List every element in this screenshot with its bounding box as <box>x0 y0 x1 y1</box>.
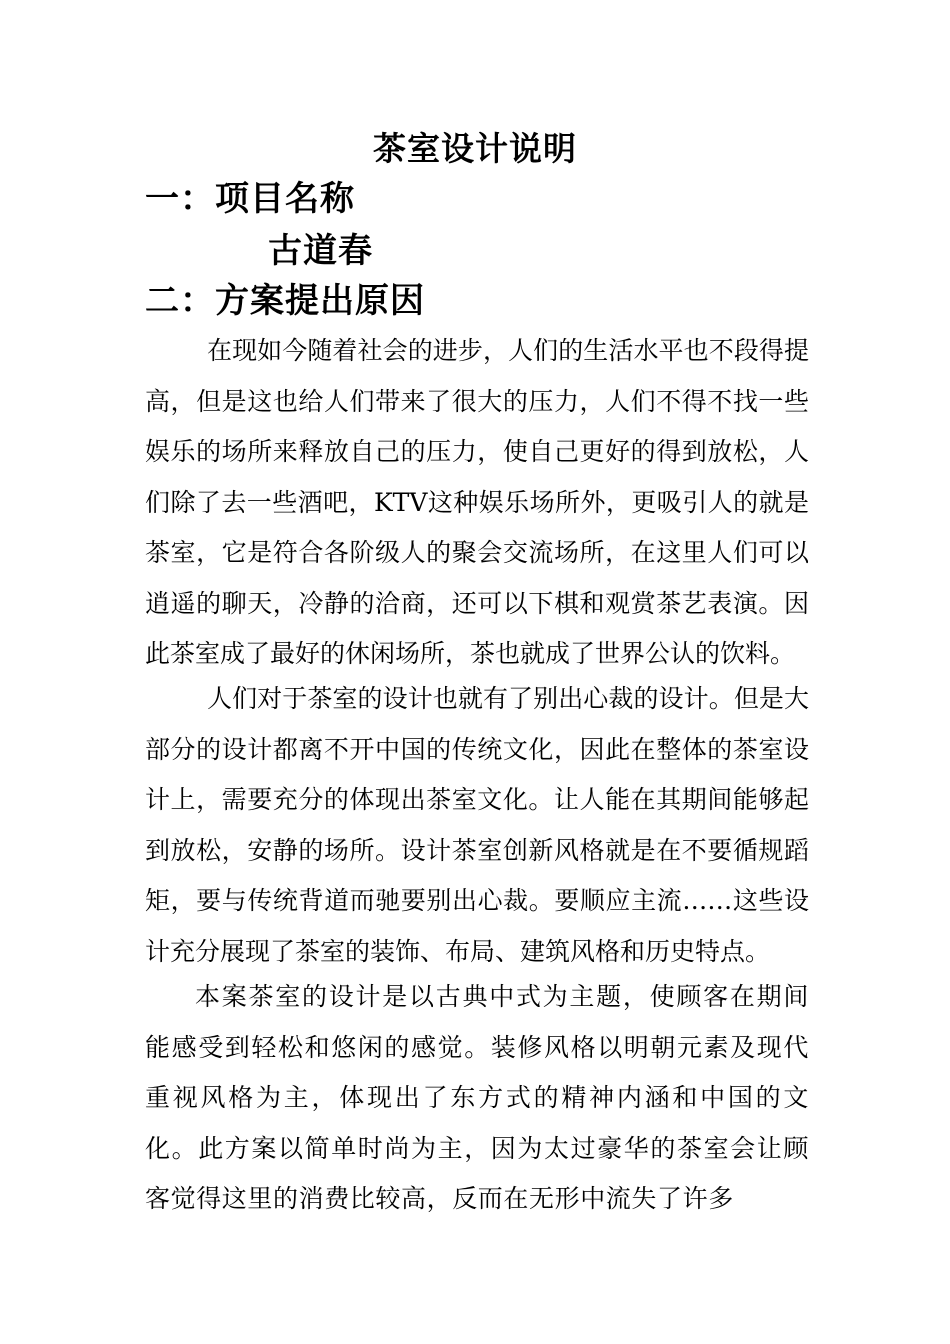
body-paragraph-2: 人们对于茶室的设计也就有了别出心裁的设计。但是大部分的设计都离不开中国的传统文化，因此在整体的茶室设计上，需要充分的体现出茶室文化。让人能在其期间能够起到放松，安静的场所。设计茶室创新风格就是在不要循规蹈矩，要与传统背道而驰要别出心裁。要顺应主流……这些设计充分展现了茶室的装饰、布局、建筑风格和历史特点。 <box>145 684 809 966</box>
document-title: 茶室设计说明 <box>373 129 577 168</box>
section-heading-proposal-reason: 二：方案提出原因 <box>145 281 425 321</box>
project-name: 古道春 <box>268 231 373 271</box>
body-paragraph-1: 在现如今随着社会的进步，人们的生活水平也不段得提高，但是这也给人们带来了很大的压力，人们不得不找一些娱乐的场所来释放自己的压力，使自己更好的得到放松，人们除了去一些酒吧，KTV这种娱乐场所外，更吸引人的就是茶室，它是符合各阶级人的聚会交流场所，在这里人们可以逍遥的聊天，冷静的洽商，还可以下棋和观赏茶艺表演。因此茶室成了最好的休闲场所，茶也就成了世界公认的饮料。 <box>145 336 809 668</box>
section-heading-project-name: 一：项目名称 <box>145 179 355 219</box>
body-paragraph-3: 本案茶室的设计是以古典中式为主题，使顾客在期间能感受到轻松和悠闲的感觉。装修风格以明朝元素及现代重视风格为主，体现出了东方式的精神内涵和中国的文化。此方案以简单时尚为主，因为太过豪华的茶室会让顾客觉得这里的消费比较高，反而在无形中流失了许多 <box>145 982 809 1213</box>
